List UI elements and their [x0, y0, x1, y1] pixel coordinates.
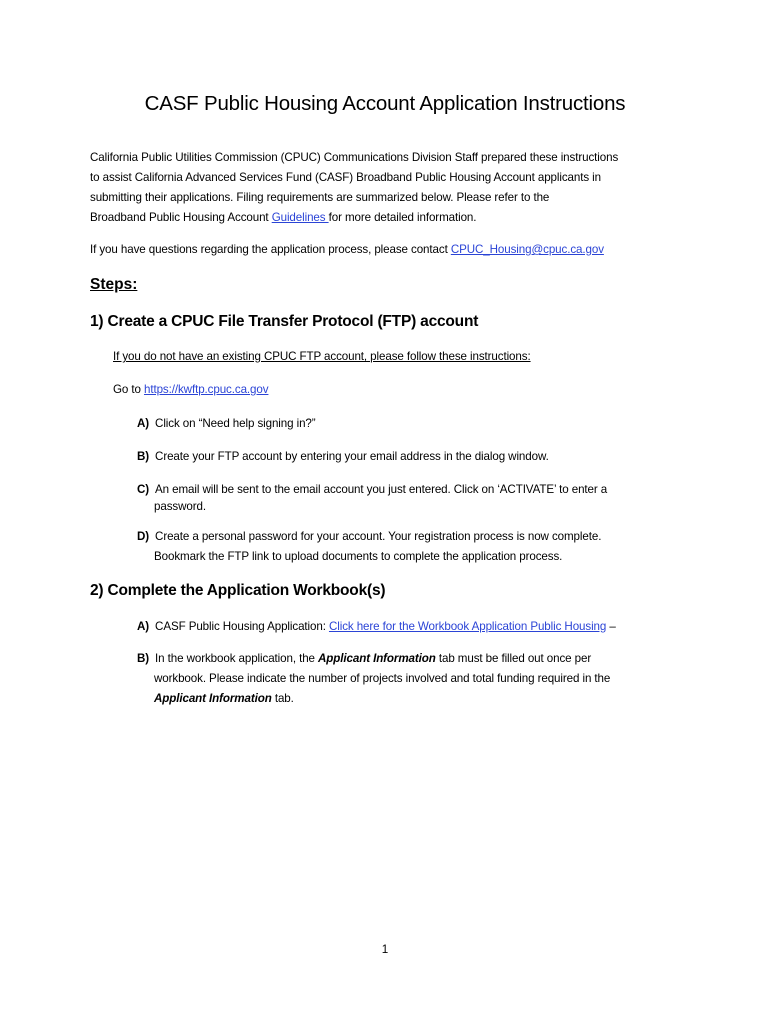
- item-letter: A): [137, 620, 150, 633]
- item-text-continued: workbook. Please indicate the number of projects involved and total funding required in the: [154, 672, 611, 685]
- item-letter: B): [137, 652, 150, 665]
- item-text: Click on “Need help signing in?”: [155, 417, 316, 430]
- item-letter: A): [137, 417, 150, 430]
- item-text-continued: Bookmark the FTP link to upload documents to complete the application process.: [154, 550, 563, 563]
- intro-paragraph: [90, 148, 690, 228]
- step2-item-b: [137, 649, 677, 709]
- page-number: 1: [381, 943, 389, 956]
- item-text-continued: password.: [154, 500, 206, 513]
- intro-line: submitting their applications. Filing requirements are summarized below. Please refer to the: [90, 191, 550, 204]
- intro-text: for more detailed information.: [328, 211, 477, 224]
- item-text-continued: [137, 689, 677, 709]
- contact-email-link[interactable]: CPUC_Housing@cpuc.ca.gov: [450, 243, 604, 256]
- item-text: Create your FTP account by entering your email address in the dialog window.: [155, 450, 549, 463]
- step1-goto: [113, 383, 268, 396]
- intro-text: Broadband Public Housing Account: [90, 211, 272, 224]
- item-letter: C): [137, 483, 150, 496]
- step1-item-b: [137, 447, 677, 467]
- goto-text: Go to: [113, 383, 144, 396]
- ftp-link[interactable]: https://kwftp.cpuc.ca.gov: [143, 383, 269, 396]
- intro-line: [90, 208, 690, 228]
- step1-item-c: [137, 480, 677, 517]
- workbook-link[interactable]: Click here for the Workbook Application Public Housing: [328, 620, 607, 633]
- item-text: CASF Public Housing Application:: [155, 620, 329, 633]
- item-text: tab must be filled out once per: [435, 652, 592, 665]
- item-text: –: [606, 620, 616, 633]
- guidelines-link[interactable]: Guidelines: [271, 211, 329, 224]
- steps-heading: Steps:: [90, 276, 138, 293]
- bold-term: Applicant Information: [154, 692, 272, 705]
- item-text: Create a personal password for your account. Your registration process is now complete.: [155, 530, 602, 543]
- step2-heading: 2) Complete the Application Workbook(s): [90, 582, 386, 599]
- step1-item-d: [137, 527, 677, 567]
- item-text: An email will be sent to the email account you just entered. Click on ‘ACTIVATE’ to enter a: [155, 483, 608, 496]
- intro-line: California Public Utilities Commission (CPUC) Communications Division Staff prepared these instructions: [90, 151, 619, 164]
- item-letter: B): [137, 450, 150, 463]
- step2-item-a: [137, 617, 677, 637]
- contact-text: If you have questions regarding the application process, please contact: [90, 243, 451, 256]
- contact-paragraph: [90, 240, 690, 260]
- intro-line: to assist California Advanced Services Fund (CASF) Broadband Public Housing Account applicants in: [90, 171, 602, 184]
- page-title: CASF Public Housing Account Application Instructions: [144, 92, 626, 115]
- step1-item-a: [137, 414, 677, 434]
- item-text: tab.: [271, 692, 294, 705]
- item-letter: D): [137, 530, 150, 543]
- step1-heading: 1) Create a CPUC File Transfer Protocol (FTP) account: [90, 313, 479, 330]
- step1-note: If you do not have an existing CPUC FTP account, please follow these instructions:: [113, 350, 531, 363]
- bold-term: Applicant Information: [318, 652, 436, 665]
- item-text: In the workbook application, the: [155, 652, 319, 665]
